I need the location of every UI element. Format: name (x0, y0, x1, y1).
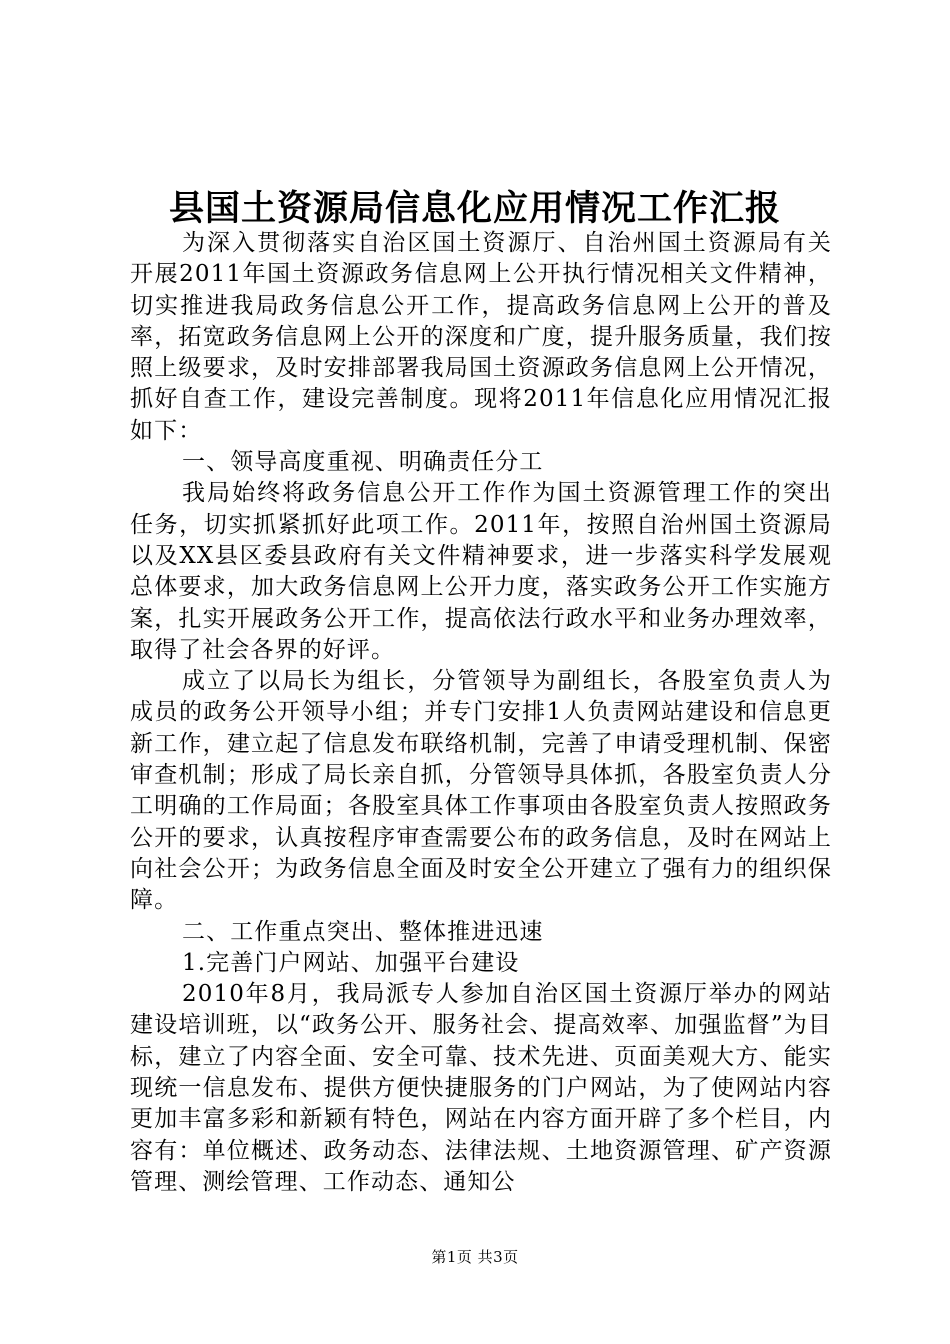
section-heading-2: 二、工作重点突出、整体推进迅速 (182, 918, 544, 945)
subsection-heading-1: 1.完善门户网站、加强平台建设 (182, 949, 520, 976)
document-title: 县国土资源局信息化应用情况工作汇报 (168, 188, 781, 229)
paragraph-3: 2010年8月，我局派专人参加自治区国土资源厅举办的网站建设培训班，以“政务公开、服务社会、提高效率、加强监督”为目标，建立了内容全面、安全可靠、技术先进、页面美观大方、能实现统一信息发布、提供方便快捷服务的门户网站，为了使网站内容更加丰富多彩和新颖有特色，网站在内容方面开辟了多个栏目，内容有：单位概述、政务动态、法律法规、土地资源管理、矿产资源管理、测绘管理、工作动态、通知公 (130, 981, 832, 1195)
paragraph-2: 成立了以局长为组长，分管领导为副组长，各股室负责人为成员的政务公开领导小组；并专门安排1人负责网站建设和信息更新工作，建立起了信息发布联络机制，完善了申请受理机制、保密审查机制；形成了局长亲自抓，分管领导具体抓，各股室负责人分工明确的工作局面；各股室具体工作事项由各股室负责人按照政务公开的要求，认真按程序审查需要公布的政务信息，及时在网站上向社会公开；为政务信息全面及时安全公开建立了强有力的组织保障。 (130, 668, 832, 914)
paragraph-1: 我局始终将政务信息公开工作作为国土资源管理工作的突出任务，切实抓紧抓好此项工作。2011年，按照自治州国土资源局以及XX县区委县政府有关文件精神要求，进一步落实科学发展观总体要求，加大政务信息网上公开力度，落实政务公开工作实施方案，扎实开展政务公开工作，提高依法行政水平和业务办理效率，取得了社会各界的好评。 (130, 480, 832, 663)
section-heading-1: 一、领导高度重视、明确责任分工 (182, 449, 544, 476)
page-footer: 第1页 共3页 (431, 1248, 519, 1266)
document-body (130, 228, 832, 1198)
paragraph-intro: 为深入贯彻落实自治区国土资源厅、自治州国土资源局有关开展2011年国土资源政务信息网上公开执行情况相关文件精神，切实推进我局政务信息公开工作，提高政务信息网上公开的普及率，拓宽政务信息网上公开的深度和广度，提升服务质量，我们按照上级要求，及时安排部署我局国土资源政务信息网上公开情况，抓好自查工作，建设完善制度。现将2011年信息化应用情况汇报如下： (130, 230, 832, 444)
